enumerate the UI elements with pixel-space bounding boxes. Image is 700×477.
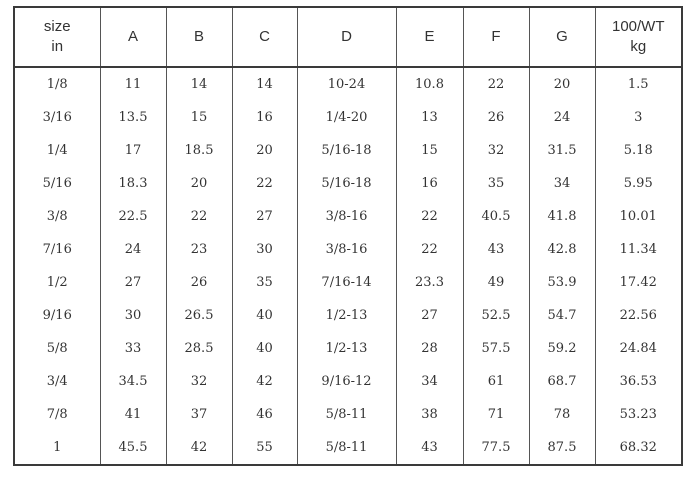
cell-size: 5/8 (14, 332, 100, 365)
cell-e: 23.3 (396, 266, 463, 299)
cell-f: 61 (463, 365, 529, 398)
cell-c: 27 (232, 200, 297, 233)
header-b: B (166, 7, 232, 67)
header-weight (595, 7, 682, 67)
cell-d: 5/8-11 (297, 398, 396, 431)
cell-size: 3/16 (14, 101, 100, 134)
cell-weight: 68.32 (595, 431, 682, 465)
cell-a: 18.3 (100, 167, 166, 200)
table-row (14, 266, 682, 299)
header-c: C (232, 7, 297, 67)
cell-f: 32 (463, 134, 529, 167)
cell-c: 14 (232, 67, 297, 101)
cell-weight: 24.84 (595, 332, 682, 365)
cell-g: 41.8 (529, 200, 595, 233)
cell-e: 27 (396, 299, 463, 332)
header-row (14, 7, 682, 67)
cell-a: 30 (100, 299, 166, 332)
cell-b: 18.5 (166, 134, 232, 167)
cell-a: 34.5 (100, 365, 166, 398)
cell-c: 30 (232, 233, 297, 266)
table-row (14, 134, 682, 167)
cell-e: 13 (396, 101, 463, 134)
cell-g: 20 (529, 67, 595, 101)
cell-a: 24 (100, 233, 166, 266)
table-row (14, 101, 682, 134)
cell-d: 5/16-18 (297, 134, 396, 167)
cell-g: 59.2 (529, 332, 595, 365)
cell-d: 9/16-12 (297, 365, 396, 398)
cell-c: 40 (232, 332, 297, 365)
table-row (14, 67, 682, 101)
cell-g: 24 (529, 101, 595, 134)
cell-size: 1/2 (14, 266, 100, 299)
table-row (14, 167, 682, 200)
table-row (14, 398, 682, 431)
cell-c: 55 (232, 431, 297, 465)
cell-b: 14 (166, 67, 232, 101)
header-size (14, 7, 100, 67)
table-row (14, 200, 682, 233)
cell-a: 17 (100, 134, 166, 167)
cell-size: 1/8 (14, 67, 100, 101)
cell-c: 20 (232, 134, 297, 167)
spec-table (13, 6, 683, 466)
cell-d: 5/8-11 (297, 431, 396, 465)
cell-c: 40 (232, 299, 297, 332)
cell-size: 7/8 (14, 398, 100, 431)
cell-b: 23 (166, 233, 232, 266)
cell-g: 42.8 (529, 233, 595, 266)
cell-size: 5/16 (14, 167, 100, 200)
cell-g: 68.7 (529, 365, 595, 398)
cell-weight: 11.34 (595, 233, 682, 266)
cell-f: 26 (463, 101, 529, 134)
cell-b: 22 (166, 200, 232, 233)
cell-d: 1/2-13 (297, 332, 396, 365)
cell-f: 49 (463, 266, 529, 299)
cell-size: 3/4 (14, 365, 100, 398)
cell-d: 3/8-16 (297, 200, 396, 233)
cell-b: 15 (166, 101, 232, 134)
cell-size: 1/4 (14, 134, 100, 167)
cell-c: 46 (232, 398, 297, 431)
cell-b: 37 (166, 398, 232, 431)
header-size-line2: in (51, 38, 64, 55)
header-a: A (100, 7, 166, 67)
table-row (14, 299, 682, 332)
cell-d: 3/8-16 (297, 233, 396, 266)
cell-f: 40.5 (463, 200, 529, 233)
table-row (14, 365, 682, 398)
cell-b: 20 (166, 167, 232, 200)
cell-weight: 10.01 (595, 200, 682, 233)
cell-a: 33 (100, 332, 166, 365)
cell-e: 22 (396, 200, 463, 233)
cell-g: 34 (529, 167, 595, 200)
cell-size: 9/16 (14, 299, 100, 332)
cell-weight: 53.23 (595, 398, 682, 431)
cell-weight: 3 (595, 101, 682, 134)
cell-g: 31.5 (529, 134, 595, 167)
cell-d: 5/16-18 (297, 167, 396, 200)
cell-c: 35 (232, 266, 297, 299)
cell-weight: 5.18 (595, 134, 682, 167)
cell-b: 26.5 (166, 299, 232, 332)
cell-size: 1 (14, 431, 100, 465)
cell-e: 28 (396, 332, 463, 365)
cell-f: 35 (463, 167, 529, 200)
cell-a: 27 (100, 266, 166, 299)
header-size-line1: size (43, 18, 71, 35)
cell-b: 28.5 (166, 332, 232, 365)
header-weight-line2: kg (630, 38, 647, 55)
cell-g: 87.5 (529, 431, 595, 465)
cell-c: 16 (232, 101, 297, 134)
table-row (14, 431, 682, 465)
cell-size: 7/16 (14, 233, 100, 266)
cell-weight: 36.53 (595, 365, 682, 398)
cell-f: 57.5 (463, 332, 529, 365)
cell-e: 16 (396, 167, 463, 200)
cell-f: 43 (463, 233, 529, 266)
cell-weight: 5.95 (595, 167, 682, 200)
cell-a: 13.5 (100, 101, 166, 134)
header-e: E (396, 7, 463, 67)
cell-f: 22 (463, 67, 529, 101)
cell-size: 3/8 (14, 200, 100, 233)
cell-a: 41 (100, 398, 166, 431)
cell-e: 43 (396, 431, 463, 465)
cell-a: 22.5 (100, 200, 166, 233)
header-d: D (297, 7, 396, 67)
header-weight-line1: 100/WT (611, 18, 665, 35)
cell-g: 78 (529, 398, 595, 431)
cell-e: 38 (396, 398, 463, 431)
cell-b: 26 (166, 266, 232, 299)
cell-d: 1/2-13 (297, 299, 396, 332)
header-f: F (463, 7, 529, 67)
cell-e: 34 (396, 365, 463, 398)
cell-g: 54.7 (529, 299, 595, 332)
cell-c: 42 (232, 365, 297, 398)
cell-d: 7/16-14 (297, 266, 396, 299)
cell-d: 1/4-20 (297, 101, 396, 134)
cell-f: 52.5 (463, 299, 529, 332)
cell-d: 10-24 (297, 67, 396, 101)
cell-weight: 22.56 (595, 299, 682, 332)
cell-f: 71 (463, 398, 529, 431)
cell-weight: 17.42 (595, 266, 682, 299)
table-row (14, 332, 682, 365)
header-g: G (529, 7, 595, 67)
cell-f: 77.5 (463, 431, 529, 465)
cell-e: 22 (396, 233, 463, 266)
cell-a: 11 (100, 67, 166, 101)
cell-e: 15 (396, 134, 463, 167)
cell-c: 22 (232, 167, 297, 200)
cell-b: 32 (166, 365, 232, 398)
table-row (14, 233, 682, 266)
table-body (14, 67, 682, 465)
cell-e: 10.8 (396, 67, 463, 101)
cell-weight: 1.5 (595, 67, 682, 101)
cell-a: 45.5 (100, 431, 166, 465)
cell-g: 53.9 (529, 266, 595, 299)
cell-b: 42 (166, 431, 232, 465)
